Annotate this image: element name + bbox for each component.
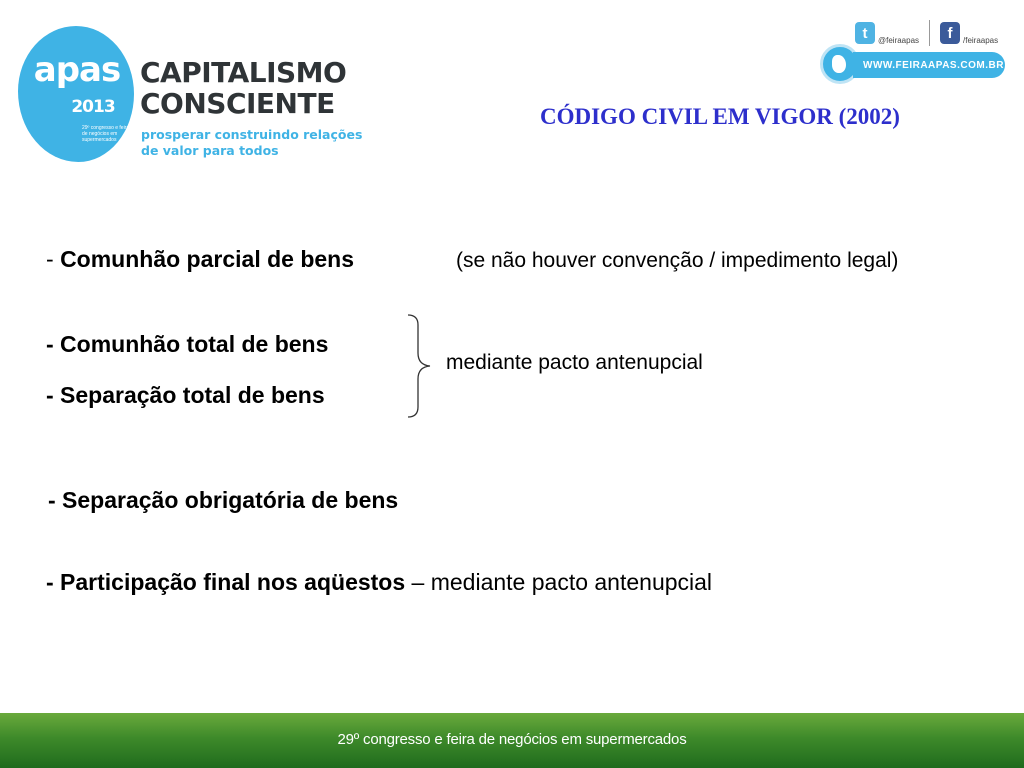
- item-comunhao-parcial: [46, 246, 354, 273]
- twitter-icon[interactable]: t: [855, 22, 875, 44]
- brand-title: [140, 57, 346, 119]
- curly-brace: [400, 313, 440, 419]
- twitter-handle[interactable]: @feiraapas: [878, 36, 920, 45]
- item-comunhao-parcial-dash: -: [46, 246, 61, 272]
- brand-title-line1: CAPITALISMO: [140, 56, 347, 89]
- page-title: CÓDIGO CIVIL EM VIGOR (2002): [540, 104, 900, 129]
- item-comunhao-parcial-label: Comunhão parcial de bens: [60, 246, 355, 272]
- item-separacao-total: - Separação total de bens: [46, 382, 325, 408]
- brand-title-line2: CONSCIENTE: [140, 87, 335, 120]
- brand-tagline-line2: de valor para todos: [141, 143, 279, 158]
- item-comunhao-total: - Comunhão total de bens: [46, 331, 329, 357]
- brand-tagline: [141, 127, 362, 159]
- apas-logo-mark: apas: [33, 50, 121, 90]
- facebook-handle[interactable]: /feiraapas: [963, 36, 999, 45]
- website-link[interactable]: WWW.FEIRAAPAS.COM.BR: [853, 52, 1005, 78]
- brand-tagline-line1: prosperar construindo relações: [141, 127, 363, 142]
- brace-note: mediante pacto antenupcial: [446, 351, 703, 374]
- apas-logo-small-text: 29º congresso e feira de negócios em supermercados: [82, 125, 130, 143]
- item-separacao-obrigatoria: - Separação obrigatória de bens: [48, 487, 399, 513]
- apas-logo-year: 2013: [71, 97, 115, 117]
- item-participacao-final: [46, 569, 712, 596]
- facebook-icon[interactable]: f: [940, 22, 960, 44]
- item-participacao-final-note: – mediante pacto antenupcial: [405, 569, 713, 595]
- footer-text: 29º congresso e feira de negócios em supermercados: [337, 731, 687, 748]
- social-divider: [929, 20, 930, 46]
- item-participacao-final-label: - Participação final nos aqüestos: [46, 569, 406, 595]
- item-comunhao-parcial-note: (se não houver convenção / impedimento legal): [456, 249, 899, 272]
